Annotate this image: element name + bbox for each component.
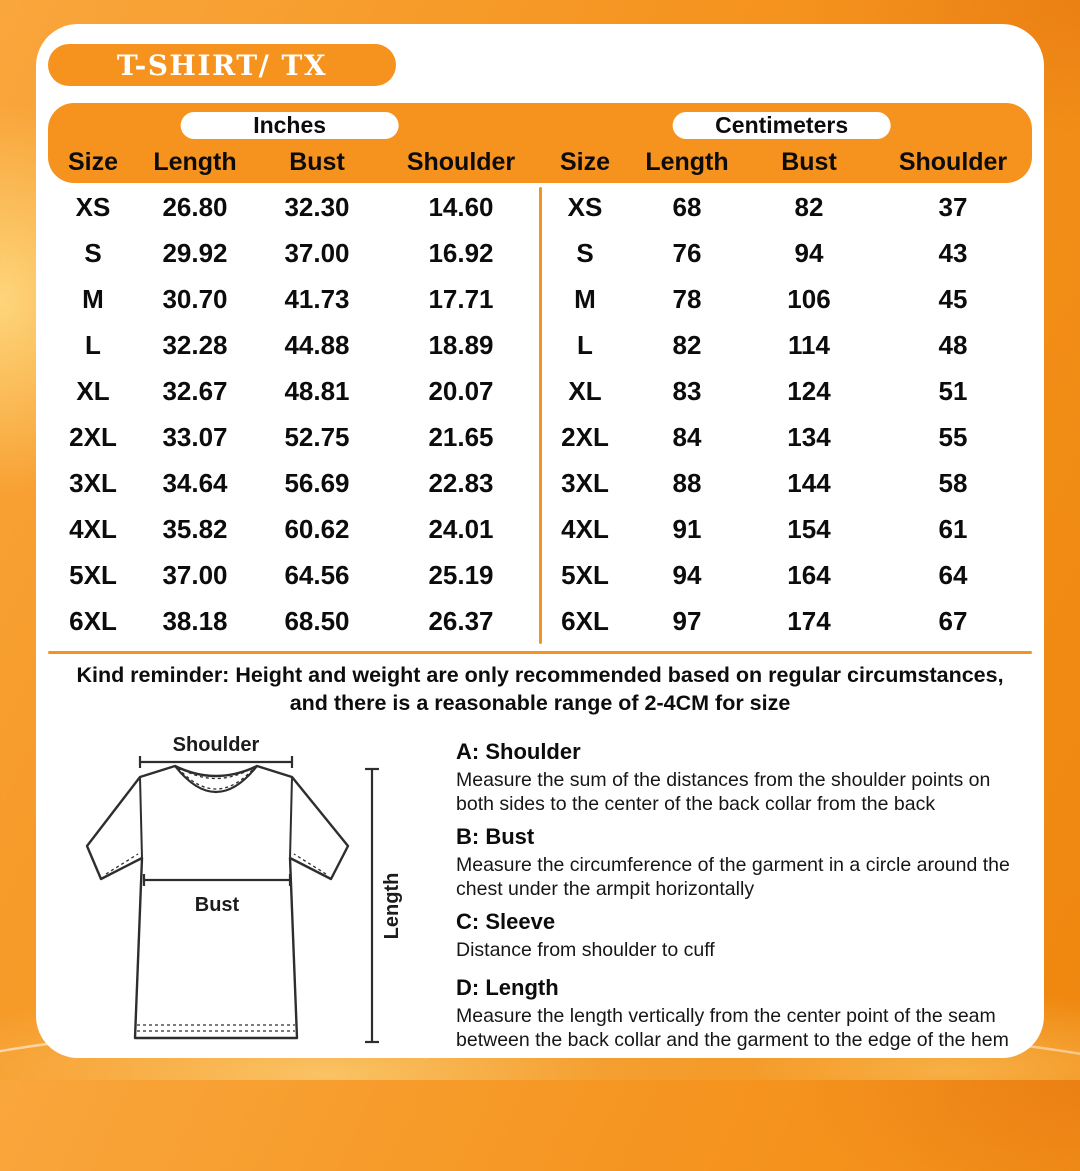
size-cell: M (574, 283, 596, 314)
value-cell: 82 (672, 329, 702, 360)
value-cell: 68.50 (284, 605, 350, 636)
value-cell: 25.19 (428, 559, 494, 590)
value-cell: 64 (938, 559, 968, 590)
guide-heading: B: Bust (456, 824, 535, 849)
value-cell: 134 (787, 421, 831, 452)
kind-reminder (36, 661, 1044, 717)
value-cell: 48 (938, 329, 968, 360)
value-cell: 37 (938, 191, 968, 222)
value-cell: 106 (787, 283, 831, 314)
value-cell: 144 (787, 467, 831, 498)
value-cell: 32.28 (162, 329, 228, 360)
value-cell: 164 (787, 559, 831, 590)
size-cell: S (84, 237, 102, 268)
size-cell: 5XL (561, 559, 609, 590)
value-cell: 94 (672, 559, 702, 590)
value-cell: 37.00 (162, 559, 228, 590)
column-header-shoulder: Shoulder (898, 147, 1008, 176)
centimeters-unit-label: Centimeters (715, 112, 849, 138)
guide-heading: A: Shoulder (456, 739, 581, 764)
value-cell: 60.62 (284, 513, 350, 544)
value-cell: 22.83 (428, 467, 494, 498)
value-cell: 45 (938, 283, 968, 314)
value-cell: 56.69 (284, 467, 350, 498)
column-header-bust: Bust (781, 147, 837, 176)
value-cell: 61 (938, 513, 968, 544)
size-cell: XS (75, 191, 111, 222)
bust-dimension-label: Bust (194, 894, 240, 916)
value-cell: 26.80 (162, 191, 228, 222)
guide-text: Measure the sum of the distances from the shoulder points on both sides to the center of the back collar from the back (456, 769, 991, 815)
guide-heading: D: Length (456, 975, 559, 1000)
guide-text: Measure the circumference of the garment in a circle around the chest under the armpit horizontally (456, 854, 1010, 900)
size-cell: 6XL (561, 605, 609, 636)
guide-heading: C: Sleeve (456, 909, 556, 934)
centimeters-unit-pill (673, 112, 891, 139)
size-cell: 2XL (69, 421, 117, 452)
size-cell: XL (568, 375, 602, 406)
value-cell: 64.56 (284, 559, 350, 590)
column-header-size: Size (67, 147, 119, 176)
value-cell: 26.37 (428, 605, 494, 636)
guide-item-sleeve (456, 908, 1031, 962)
value-cell: 82 (794, 191, 824, 222)
value-cell: 55 (938, 421, 968, 452)
inches-header (48, 103, 540, 183)
size-cell: 3XL (561, 467, 609, 498)
value-cell: 44.88 (284, 329, 350, 360)
column-header-length: Length (153, 147, 237, 176)
size-chart-card (36, 24, 1044, 1058)
size-cell: 4XL (561, 513, 609, 544)
value-cell: 83 (672, 375, 702, 406)
length-dimension-label: Length (381, 872, 403, 940)
shoulder-dimension-label: Shoulder (172, 734, 260, 756)
size-cell: L (577, 329, 593, 360)
size-cell: M (82, 283, 104, 314)
column-header-length: Length (645, 147, 729, 176)
size-cell: XS (567, 191, 603, 222)
value-cell: 51 (938, 375, 968, 406)
reminder-line-1: Kind reminder: Height and weight are only recommended based on regular circumstances, (76, 663, 1004, 687)
value-cell: 58 (938, 467, 968, 498)
value-cell: 114 (788, 329, 830, 360)
column-header-size: Size (559, 147, 611, 176)
value-cell: 32.67 (162, 375, 228, 406)
value-cell: 84 (672, 421, 702, 452)
size-cell: 3XL (69, 467, 117, 498)
guide-text: Distance from shoulder to cuff (456, 939, 715, 961)
value-cell: 38.18 (162, 605, 228, 636)
horizontal-divider (48, 651, 1032, 654)
value-cell: 48.81 (284, 375, 350, 406)
value-cell: 35.82 (162, 513, 228, 544)
size-cell: 6XL (69, 605, 117, 636)
column-header-shoulder: Shoulder (406, 147, 516, 176)
value-cell: 52.75 (284, 421, 350, 452)
value-cell: 94 (794, 237, 824, 268)
value-cell: 21.65 (428, 421, 494, 452)
value-cell: 14.60 (428, 191, 494, 222)
value-cell: 67 (938, 605, 968, 636)
tshirt-measurement-diagram (64, 726, 426, 1048)
size-cell: 2XL (561, 421, 609, 452)
page-title: T-SHIRT/ TX (116, 48, 328, 82)
value-cell: 32.30 (284, 191, 350, 222)
inches-unit-label: Inches (253, 112, 327, 138)
centimeters-column-headers (540, 144, 1032, 180)
measurement-guide (456, 734, 1031, 1059)
value-cell: 30.70 (162, 283, 228, 314)
value-cell: 97 (672, 605, 702, 636)
value-cell: 29.92 (162, 237, 228, 268)
title-pill (48, 44, 396, 86)
size-cell: L (85, 329, 101, 360)
value-cell: 68 (672, 191, 702, 222)
size-cell: 4XL (69, 513, 117, 544)
value-cell: 43 (938, 237, 968, 268)
inches-unit-pill (181, 112, 399, 139)
centimeters-table-body (540, 184, 1032, 644)
guide-item-length (456, 974, 1031, 1052)
column-header-bust: Bust (289, 147, 345, 176)
guide-item-shoulder (456, 738, 1031, 816)
value-cell: 16.92 (428, 237, 494, 268)
value-cell: 34.64 (162, 467, 228, 498)
value-cell: 124 (787, 375, 831, 406)
value-cell: 37.00 (284, 237, 350, 268)
value-cell: 18.89 (428, 329, 494, 360)
value-cell: 154 (787, 513, 831, 544)
inches-column-headers (48, 144, 540, 180)
value-cell: 41.73 (284, 283, 350, 314)
value-cell: 24.01 (428, 513, 494, 544)
guide-text: Measure the length vertically from the center point of the seam between the back collar and the garment to the edge of the hem (456, 1005, 1009, 1051)
size-cell: S (576, 237, 594, 268)
guide-item-bust (456, 823, 1031, 901)
value-cell: 33.07 (162, 421, 228, 452)
centimeters-header (540, 103, 1032, 183)
value-cell: 88 (672, 467, 702, 498)
value-cell: 174 (787, 605, 831, 636)
inches-table-body (48, 184, 540, 644)
vertical-divider (539, 187, 542, 644)
value-cell: 76 (672, 237, 702, 268)
value-cell: 17.71 (428, 283, 494, 314)
value-cell: 20.07 (428, 375, 494, 406)
size-cell: XL (76, 375, 110, 406)
size-cell: 5XL (69, 559, 117, 590)
reminder-line-2: and there is a reasonable range of 2-4CM for size (289, 691, 791, 715)
value-cell: 91 (672, 513, 702, 544)
table-header-band (48, 103, 1032, 183)
value-cell: 78 (672, 283, 702, 314)
